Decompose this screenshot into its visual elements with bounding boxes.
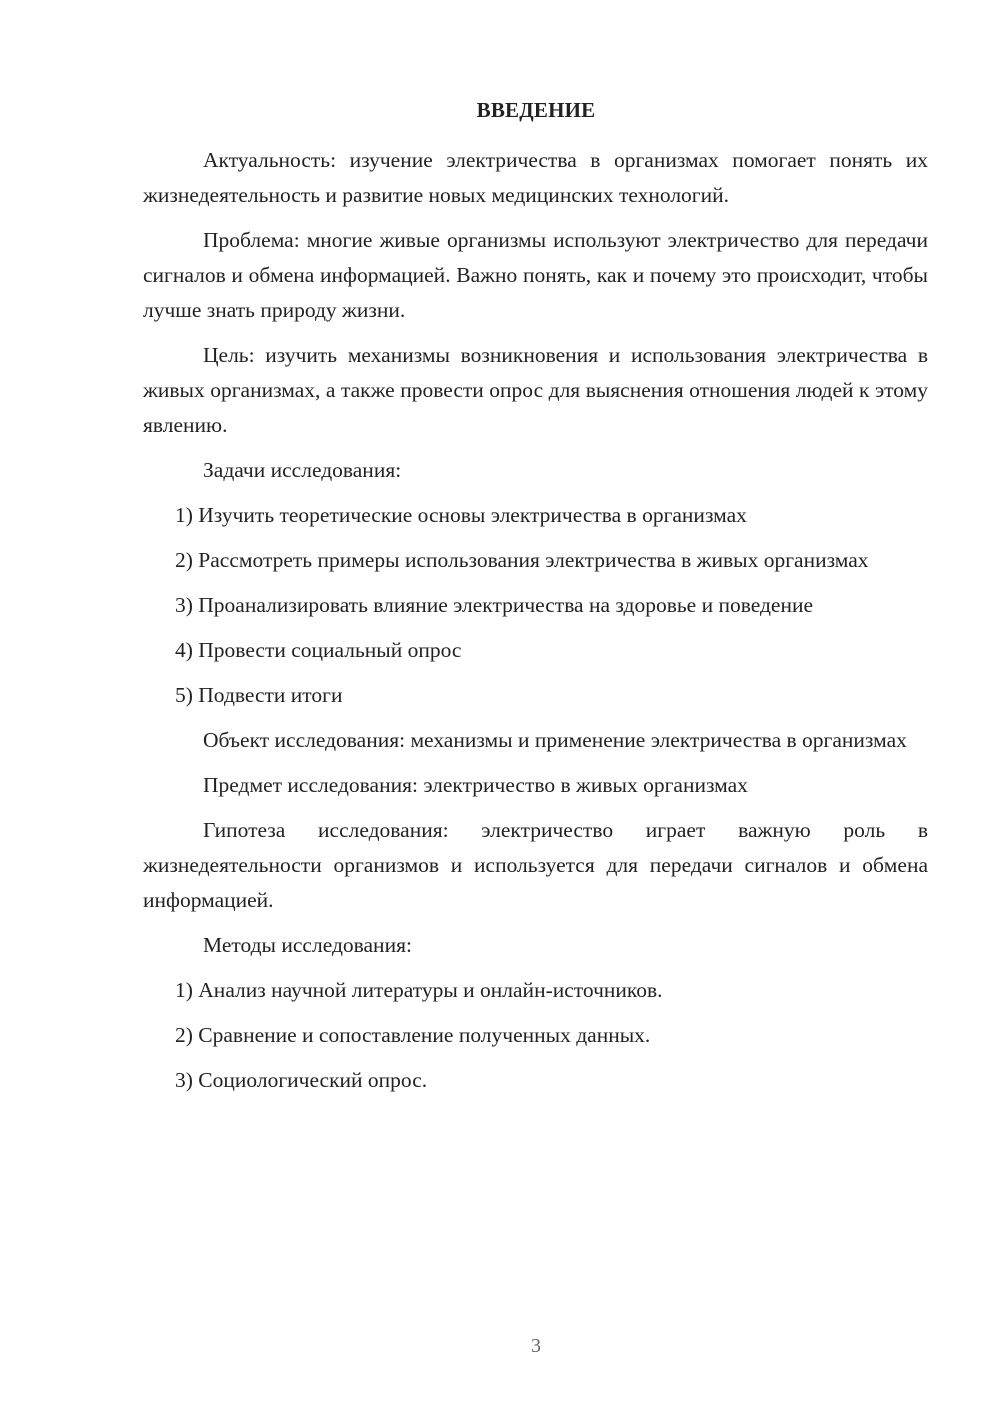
document-body [143,143,928,1108]
methods-title: Методы исследования: [203,933,412,957]
method-item: 2) Сравнение и сопоставление полученных данных. [175,1023,651,1047]
tasks-title: Задачи исследования: [203,458,402,482]
section-heading: ВВЕДЕНИЕ [476,98,596,122]
relevance-paragraph: Актуальность: изучение электричества в организмах помогает понять их жизнедеятельность и развитие новых медицинских технологий. [143,148,928,207]
object-paragraph: Объект исследования: механизмы и применение электричества в организмах [203,728,907,752]
task-item: 5) Подвести итоги [175,683,343,707]
task-item: 2) Рассмотреть примеры использования электричества в живых организмах [175,548,869,572]
method-item: 3) Социологический опрос. [175,1068,428,1092]
method-item: 1) Анализ научной литературы и онлайн-источников. [175,978,663,1002]
goal-paragraph: Цель: изучить механизмы возникновения и использования электричества в живых организмах, а также провести опрос для выяснения отношения людей к этому явлению. [143,343,928,437]
subject-paragraph: Предмет исследования: электричество в живых организмах [203,773,748,797]
task-item: 1) Изучить теоретические основы электричества в организмах [175,503,747,527]
task-item: 3) Проанализировать влияние электричества на здоровье и поведение [175,593,814,617]
task-item: 4) Провести социальный опрос [175,638,462,662]
page-number: 3 [531,1335,541,1357]
hypothesis-paragraph: Гипотеза исследования: электричество играет важную роль в жизнедеятельности организмов и используется для передачи сигналов и обмена информацией. [143,818,928,912]
problem-paragraph: Проблема: многие живые организмы используют электричество для передачи сигналов и обмена информацией. Важно понять, как и почему это происходит, чтобы лучше знать природу жизни. [143,228,928,322]
